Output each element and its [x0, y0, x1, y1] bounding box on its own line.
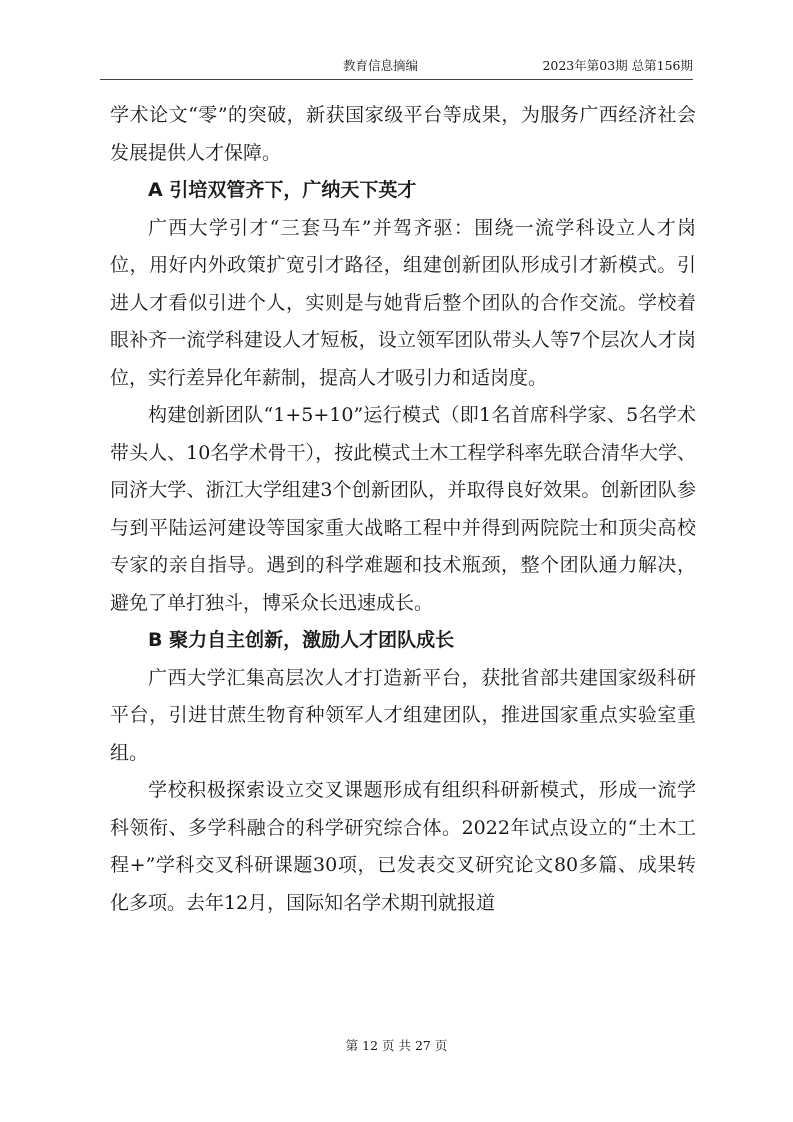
paragraph: 构建创新团队“1+5+10”运行模式（即1名首席科学家、5名学术带头人、10名学术骨干），按此模式土木工程学科率先联合清华大学、同济大学、浙江大学组建3个创新团队，并取得良好效果。创新团队参与到平陆运河建设等国家重大战略工程中并得到两院院士和顶尖高校专家的亲自指导。遇到的科学难题和技术瓶颈，整个团队通力解决，避免了单打独斗，博采众长迅速成长。 [110, 404, 696, 614]
page-header [100, 57, 693, 75]
section-heading-b: B 聚力自主创新，激励人才团队成长 [148, 629, 455, 651]
paragraph: 广西大学引才“三套马车”并驾齐驱：围绕一流学科设立人才岗位，用好内外政策扩宽引才路径，组建创新团队形成引才新模式。引进人才看似引进个人，实则是与她背后整个团队的合作交流。学校着眼补齐一流学科建设人才短板，设立领军团队带头人等7个层次人才岗位，实行差异化年薪制，提高人才吸引力和适岗度。 [110, 216, 696, 389]
page-number: 第 12 页 共 27 页 [345, 1038, 448, 1053]
section-heading-a: A 引培双管齐下，广纳天下英才 [148, 179, 417, 201]
paragraph: 学校积极探索设立交叉课题形成有组织科研新模式，形成一流学科领衔、多学科融合的科学研究综合体。2022年试点设立的“土木工程+”学科交叉科研课题30项，已发表交叉研究论文80多篇、成果转化多项。去年12月，国际知名学术期刊就报道 [110, 779, 696, 914]
header-divider [100, 79, 693, 80]
document-body [110, 97, 696, 922]
paragraph: 广西大学汇集高层次人才打造新平台，获批省部共建国家级科研平台，引进甘蔗生物育种领军人才组建团队，推进国家重点实验室重组。 [110, 666, 696, 764]
publication-title: 教育信息摘编 [343, 58, 419, 73]
page-footer [0, 1037, 793, 1055]
issue-number: 2023年第03期 总第156期 [542, 58, 693, 73]
paragraph-continued: 学术论文“零”的突破，新获国家级平台等成果，为服务广西经济社会发展提供人才保障。 [110, 104, 696, 164]
